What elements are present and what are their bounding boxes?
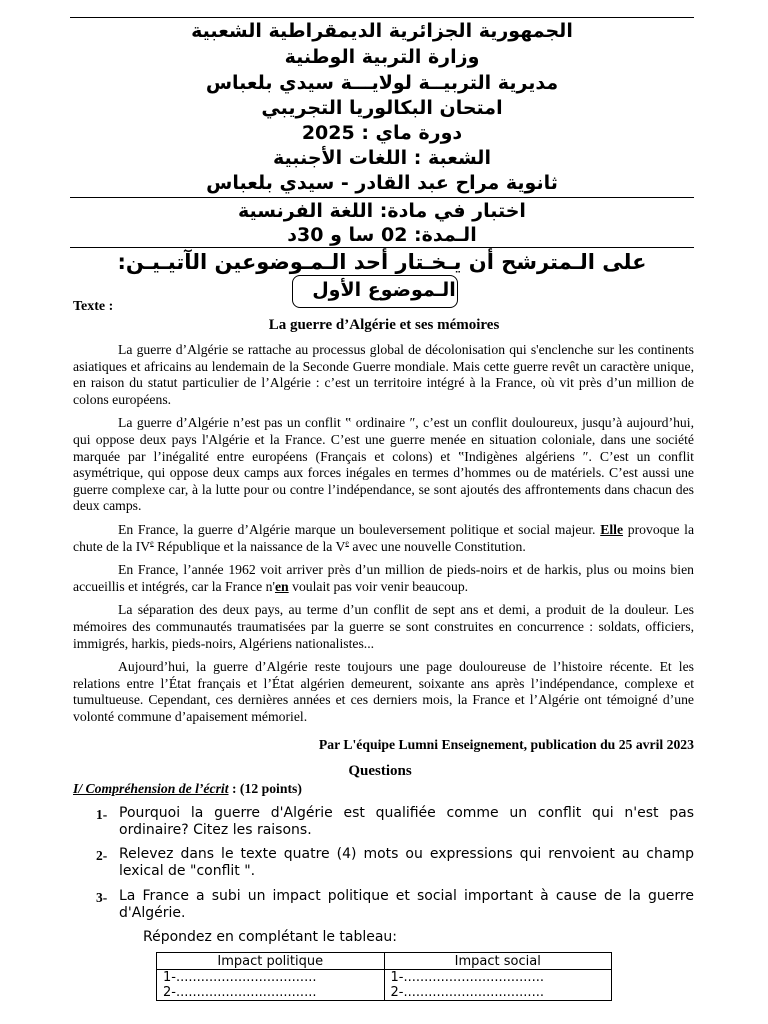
table-cell: 2-.................................. bbox=[157, 985, 385, 1001]
header-exam-name: امتحان البكالوريا التجريبي bbox=[261, 97, 503, 119]
text-source: Par L'équipe Lumni Enseignement, publication du 25 avril 2023 bbox=[318, 737, 694, 752]
text-title: La guerre d’Algérie et ses mémoires bbox=[268, 317, 500, 333]
question-item: 1- Pourquoi la guerre d'Algérie est qualifiée comme un conflit qui n'est pas ordinaire? Citez les raisons. bbox=[96, 805, 694, 838]
highlighted-word-elle: Elle bbox=[600, 521, 624, 537]
table-row bbox=[157, 985, 612, 1001]
paragraph: La séparation des deux pays, au terme d’un conflit de sept ans et demi, a produit de la douleur. Les mémoires des communautés traumatisées par la guerre se sont construites en concurrence : soldats, officiers, immigrés, harkis, pieds-noirs, Algériens nationalistes... bbox=[73, 602, 694, 651]
header-stream: الشعبة : اللغات الأجنبية bbox=[273, 147, 491, 169]
header-top-rule bbox=[70, 17, 694, 18]
header-school: ثانوية مراح عبد القادر - سيدي بلعباس bbox=[206, 172, 558, 194]
exam-subject: اختبار في مادة: اللغة الفرنسية bbox=[238, 200, 526, 222]
paragraph: Aujourd’hui, la guerre d’Algérie reste toujours une page douloureuse de l’histoire récente. Et les relations entre l’État français et l’État algérien demeurent, soixante ans après l’indépendance, complexe et tumultueuse. Cependant, ces dernières années et ces derniers mois, la France et l’Algérie ont témoigné d’une volonté commune d’apaisement mémoriel. bbox=[73, 659, 694, 724]
header-middle-rule bbox=[70, 197, 694, 198]
question-item: 2- Relevez dans le texte quatre (4) mots ou expressions qui renvoient au champ lexical de "conflit ". bbox=[96, 846, 694, 879]
text-body bbox=[73, 342, 694, 732]
section-heading: I/ Compréhension de l’écrit : (12 points) bbox=[73, 781, 302, 796]
paragraph: En France, la guerre d’Algérie marque un bouleversement politique et social majeur. Elle provoque la chute de la IVe République et la naissance de la Ve avec une nouvelle Constitution. bbox=[73, 521, 695, 554]
exam-duration: الـمدة: 02 سا و 30د bbox=[287, 224, 477, 246]
header-republic: الجمهورية الجزائرية الديمقراطية الشعبية bbox=[191, 20, 573, 42]
topic-label: الـموضوع الأول bbox=[312, 279, 456, 301]
column-header: Impact politique bbox=[157, 953, 385, 970]
impact-table bbox=[156, 952, 612, 1001]
choose-topic-instruction: على الـمترشح أن يـخـتار أحد الـمـوضوعين الآتيـيـن: bbox=[117, 250, 647, 274]
table-cell: 2-.................................. bbox=[384, 985, 612, 1001]
paragraph: La guerre d’Algérie n’est pas un conflit ‟ ordinaire ″, c’est un conflit douloureux, jusqu’à aujourd’hui, qui oppose deux pays l'Algérie et la France. C’est une guerre menée en situation coloniale, dans une société marquée par l’inégalité entre européens (Français et colons) et ‟Indigènes algériens ″. C’est un conflit asymétrique, qui oppose deux camps aux forces inégales en termes d’hommes ou de matériels. C’est aussi une guerre complexe car, à la lutte pour ou contre l’indépendance, se sont ajoutés des affrontements dans chacun des deux camps. bbox=[73, 415, 694, 514]
header-directorate: مديرية التربيــة لولايـــة سيدي بلعباس bbox=[205, 72, 559, 94]
table-instruction: Répondez en complétant le tableau: bbox=[143, 929, 398, 945]
header-session: دورة ماي : 2025 bbox=[301, 122, 463, 144]
table-cell: 1-.................................. bbox=[157, 970, 385, 986]
question-item: 3- La France a subi un impact politique et social important à cause de la guerre d'Algérie. bbox=[96, 888, 694, 921]
header-ministry: وزارة التربية الوطنية bbox=[284, 46, 480, 68]
paragraph: En France, l’année 1962 voit arriver près d’un million de pieds-noirs et de harkis, plus ou moins bien accueillis et intégrés, car la France n'en voulait pas voir venir beaucoup. bbox=[73, 562, 694, 594]
table-row bbox=[157, 970, 612, 986]
header-bottom-rule bbox=[70, 247, 694, 248]
table-cell: 1-.................................. bbox=[384, 970, 612, 986]
table-header-row bbox=[157, 953, 612, 970]
questions-title: Questions bbox=[348, 763, 412, 779]
column-header: Impact social bbox=[384, 953, 612, 970]
text-label: Texte : bbox=[73, 299, 114, 314]
paragraph: La guerre d’Algérie se rattache au processus global de décolonisation qui s'enclenche sur les continents asiatiques et africains au lendemain de la Seconde Guerre mondiale. Mais cette guerre revêt un caractère unique, en raison du statut particulier de l’Algérie : c’est un territoire intégré à la France, où vit près d’un million de colons européens. bbox=[73, 342, 694, 407]
highlighted-word-en: en bbox=[274, 578, 289, 594]
